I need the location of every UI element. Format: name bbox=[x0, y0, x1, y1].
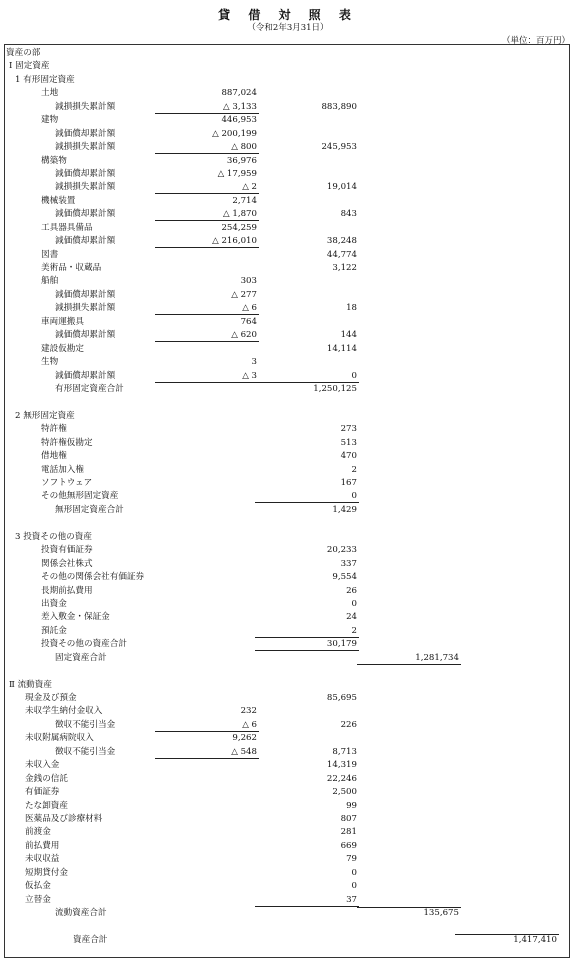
amount-cell: 0 bbox=[351, 867, 357, 878]
table-row bbox=[5, 625, 569, 638]
table-row bbox=[5, 343, 569, 356]
amount-cell: 20,233 bbox=[326, 545, 357, 556]
amount-cell: 18 bbox=[346, 303, 357, 314]
amount-cell: △ 6 bbox=[167, 719, 257, 732]
row-label: 投資その他の資産合計 bbox=[41, 639, 127, 650]
amount-cell: △ 3,133 bbox=[167, 101, 257, 114]
row-label: 流動資産合計 bbox=[55, 908, 107, 918]
table-row bbox=[5, 558, 569, 571]
amount-cell: 2,500 bbox=[332, 787, 357, 798]
row-label: 短期貸付金 bbox=[25, 867, 68, 878]
table-row bbox=[5, 746, 569, 759]
amount-cell: 9,554 bbox=[332, 572, 357, 583]
table-row bbox=[5, 880, 569, 893]
balance-sheet-rows bbox=[5, 47, 569, 947]
table-row bbox=[5, 504, 569, 517]
table-row bbox=[5, 907, 569, 920]
balance-sheet-table bbox=[4, 44, 570, 958]
row-label: 仮払金 bbox=[25, 881, 51, 892]
row-label: 徴収不能引当金 bbox=[55, 746, 116, 757]
row-label: 減損損失累計額 bbox=[55, 142, 116, 153]
table-row bbox=[5, 101, 569, 114]
amount-cell: 843 bbox=[340, 209, 357, 220]
table-row bbox=[5, 249, 569, 262]
amount-cell: 887,024 bbox=[221, 88, 257, 99]
table-row bbox=[5, 840, 569, 853]
table-row bbox=[5, 665, 569, 678]
row-label: 医薬品及び診療材料 bbox=[25, 813, 103, 824]
row-label: 生物 bbox=[41, 357, 59, 368]
table-row bbox=[5, 235, 569, 248]
table-row bbox=[5, 692, 569, 705]
row-label: 有価証券 bbox=[25, 787, 60, 798]
amount-cell: 26 bbox=[346, 585, 357, 596]
row-label: 投資有価証券 bbox=[41, 545, 93, 556]
row-label: 前払費用 bbox=[25, 840, 60, 851]
table-row bbox=[5, 813, 569, 826]
amount-cell: 14,319 bbox=[326, 760, 357, 771]
table-row bbox=[5, 60, 569, 73]
row-label: 徴収不能引当金 bbox=[55, 719, 116, 730]
table-row bbox=[5, 437, 569, 450]
table-row bbox=[5, 208, 569, 221]
amount-cell: △ 800 bbox=[167, 141, 257, 154]
table-row bbox=[5, 571, 569, 584]
table-row bbox=[5, 47, 569, 60]
table-row bbox=[5, 114, 569, 127]
row-label: 減価償却累計額 bbox=[55, 236, 116, 247]
table-row bbox=[5, 853, 569, 866]
row-label: 図書 bbox=[41, 249, 59, 260]
amount-cell: 0 bbox=[351, 881, 357, 892]
row-label: 預託金 bbox=[41, 625, 67, 636]
amount-cell: 8,713 bbox=[332, 746, 357, 757]
table-row bbox=[5, 181, 569, 194]
amount-cell: 1,281,734 bbox=[369, 652, 459, 665]
amount-cell: 764 bbox=[240, 316, 257, 327]
table-row bbox=[5, 423, 569, 436]
table-row bbox=[5, 329, 569, 342]
row-label: 長期前払費用 bbox=[41, 585, 93, 596]
amount-cell: 37 bbox=[267, 894, 357, 907]
row-label: 特許権 bbox=[41, 424, 67, 435]
row-label: 減価償却累計額 bbox=[55, 128, 116, 139]
row-label: 構築物 bbox=[41, 155, 67, 166]
table-row bbox=[5, 544, 569, 557]
row-label: 出資金 bbox=[41, 598, 67, 609]
amount-cell: 0 bbox=[267, 490, 357, 503]
row-label: 車両運搬具 bbox=[41, 316, 84, 327]
table-row bbox=[5, 128, 569, 141]
table-row bbox=[5, 155, 569, 168]
table-row bbox=[5, 920, 569, 933]
table-row bbox=[5, 679, 569, 692]
document-title: 貸 借 対 照 表 bbox=[218, 8, 358, 22]
table-row bbox=[5, 356, 569, 369]
amount-cell: 144 bbox=[340, 330, 357, 341]
table-row bbox=[5, 410, 569, 423]
amount-cell: 470 bbox=[340, 451, 357, 462]
amount-cell: 85,695 bbox=[326, 693, 357, 703]
amount-cell: 167 bbox=[340, 478, 357, 488]
table-row bbox=[5, 531, 569, 544]
amount-cell: 273 bbox=[340, 424, 357, 435]
table-row bbox=[5, 396, 569, 409]
amount-cell: 245,953 bbox=[321, 142, 357, 153]
amount-cell: △ 2 bbox=[167, 181, 257, 194]
amount-cell: 19,014 bbox=[326, 182, 357, 193]
row-label: 借地権 bbox=[41, 451, 67, 462]
table-row bbox=[5, 87, 569, 100]
table-row bbox=[5, 826, 569, 839]
amount-cell: 79 bbox=[346, 854, 357, 865]
row-label: 現金及び預金 bbox=[25, 693, 77, 703]
amount-cell: 0 bbox=[351, 598, 357, 609]
row-label: 有形固定資産合計 bbox=[55, 383, 124, 394]
table-row bbox=[5, 222, 569, 235]
table-row bbox=[5, 934, 569, 947]
amount-cell: 807 bbox=[340, 813, 357, 824]
document-date: （令和2年3月31日） bbox=[247, 23, 329, 33]
amount-cell: △ 17,959 bbox=[217, 168, 257, 179]
row-label: Ⅱ 流動資産 bbox=[9, 679, 52, 690]
table-row bbox=[5, 611, 569, 624]
amount-cell: 2 bbox=[351, 464, 357, 475]
amount-cell: 99 bbox=[346, 800, 357, 811]
row-label: 資産合計 bbox=[73, 934, 108, 945]
amount-cell: △ 1,870 bbox=[167, 208, 257, 221]
amount-cell: 1,429 bbox=[332, 504, 357, 515]
table-row bbox=[5, 74, 569, 87]
amount-cell: 38,248 bbox=[326, 236, 357, 247]
table-row bbox=[5, 585, 569, 598]
table-row bbox=[5, 168, 569, 181]
table-row bbox=[5, 370, 569, 383]
amount-cell: 14,114 bbox=[326, 343, 357, 354]
table-row bbox=[5, 302, 569, 315]
amount-cell: 254,259 bbox=[221, 222, 257, 233]
row-label: 減価償却累計額 bbox=[55, 370, 116, 381]
row-label: 前渡金 bbox=[25, 827, 51, 838]
unit-note: （単位：百万円） bbox=[501, 36, 570, 46]
table-row bbox=[5, 262, 569, 275]
amount-cell: △ 200,199 bbox=[212, 128, 257, 139]
row-label: 未収学生納付金収入 bbox=[25, 706, 103, 717]
table-row bbox=[5, 195, 569, 208]
row-label: その他の関係会社有価証券 bbox=[41, 572, 145, 583]
amount-cell: 513 bbox=[340, 437, 357, 448]
row-label: 1 有形固定資産 bbox=[15, 74, 75, 85]
row-label: 機械装置 bbox=[41, 195, 76, 206]
row-label: 特許権仮勘定 bbox=[41, 437, 93, 448]
amount-cell: 669 bbox=[340, 840, 357, 851]
row-label: 未収附属病院収入 bbox=[25, 733, 94, 744]
row-label: 3 投資その他の資産 bbox=[15, 531, 92, 542]
row-label: ソフトウェア bbox=[41, 478, 93, 488]
row-label: 資産の部 bbox=[6, 48, 41, 58]
row-label: 立替金 bbox=[25, 894, 51, 905]
amount-cell: 446,953 bbox=[221, 115, 257, 126]
row-label: 減損損失累計額 bbox=[55, 101, 116, 112]
table-row bbox=[5, 517, 569, 530]
row-label: 減価償却累計額 bbox=[55, 168, 116, 179]
amount-cell: 30,179 bbox=[267, 638, 357, 651]
amount-cell: △ 3 bbox=[167, 370, 257, 383]
table-row bbox=[5, 800, 569, 813]
amount-cell: △ 620 bbox=[167, 329, 257, 342]
amount-cell: △ 277 bbox=[231, 289, 257, 300]
row-label: 無形固定資産合計 bbox=[55, 504, 124, 515]
amount-cell: 232 bbox=[240, 706, 257, 717]
amount-cell: 44,774 bbox=[326, 249, 357, 260]
row-label: 船舶 bbox=[41, 276, 59, 287]
table-row bbox=[5, 464, 569, 477]
row-label: 減価償却累計額 bbox=[55, 330, 116, 341]
amount-cell: 303 bbox=[240, 276, 257, 287]
amount-cell: 36,976 bbox=[226, 155, 257, 166]
table-row bbox=[5, 275, 569, 288]
amount-cell: △ 548 bbox=[167, 746, 257, 759]
amount-cell: 2,714 bbox=[232, 195, 257, 206]
amount-cell: 1,250,125 bbox=[313, 383, 357, 394]
table-row bbox=[5, 598, 569, 611]
table-row bbox=[5, 289, 569, 302]
amount-cell: 9,262 bbox=[232, 733, 257, 744]
table-row bbox=[5, 477, 569, 490]
row-label: 電話加入権 bbox=[41, 464, 84, 475]
row-label: 固定資産合計 bbox=[55, 652, 107, 663]
row-label: たな卸資産 bbox=[25, 800, 68, 811]
table-row bbox=[5, 867, 569, 880]
row-label: 減価償却累計額 bbox=[55, 209, 116, 220]
table-row bbox=[5, 141, 569, 154]
row-label: 差入敷金・保証金 bbox=[41, 612, 110, 623]
table-row bbox=[5, 450, 569, 463]
row-label: Ⅰ 固定資産 bbox=[9, 61, 50, 72]
amount-cell: 226 bbox=[340, 719, 357, 730]
row-label: 未収入金 bbox=[25, 760, 60, 771]
table-row bbox=[5, 732, 569, 745]
table-row bbox=[5, 638, 569, 651]
amount-cell: △ 6 bbox=[167, 302, 257, 315]
amount-cell: 3,122 bbox=[332, 263, 357, 273]
row-label: 2 無形固定資産 bbox=[15, 410, 75, 421]
amount-cell: 0 bbox=[267, 370, 357, 383]
row-label: 建設仮勘定 bbox=[41, 343, 84, 354]
row-label: 減損損失累計額 bbox=[55, 303, 116, 314]
row-label: 美術品・収蔵品 bbox=[41, 263, 102, 273]
amount-cell: 2 bbox=[267, 625, 357, 638]
table-row bbox=[5, 705, 569, 718]
row-label: 土地 bbox=[41, 88, 59, 99]
table-row bbox=[5, 773, 569, 786]
row-label: 減損損失累計額 bbox=[55, 182, 116, 193]
table-row bbox=[5, 894, 569, 907]
row-label: 減価償却累計額 bbox=[55, 289, 116, 300]
row-label: 工具器具備品 bbox=[41, 222, 93, 233]
amount-cell: 22,246 bbox=[326, 773, 357, 784]
amount-cell: 24 bbox=[346, 612, 357, 623]
table-row bbox=[5, 383, 569, 396]
amount-cell: 337 bbox=[340, 558, 357, 569]
table-row bbox=[5, 652, 569, 665]
table-row bbox=[5, 759, 569, 772]
table-row bbox=[5, 786, 569, 799]
row-label: 金銭の信託 bbox=[25, 773, 68, 784]
amount-cell: 1,417,410 bbox=[467, 934, 557, 947]
row-label: その他無形固定資産 bbox=[41, 491, 119, 502]
amount-cell: 3 bbox=[251, 357, 257, 368]
table-row bbox=[5, 490, 569, 503]
amount-cell: 281 bbox=[340, 827, 357, 838]
amount-cell: 883,890 bbox=[321, 101, 357, 112]
table-row bbox=[5, 316, 569, 329]
row-label: 建物 bbox=[41, 115, 59, 126]
amount-cell: 135,675 bbox=[369, 907, 459, 920]
amount-cell: △ 216,010 bbox=[167, 235, 257, 248]
row-label: 関係会社株式 bbox=[41, 558, 93, 569]
table-row bbox=[5, 719, 569, 732]
row-label: 未収収益 bbox=[25, 854, 60, 865]
